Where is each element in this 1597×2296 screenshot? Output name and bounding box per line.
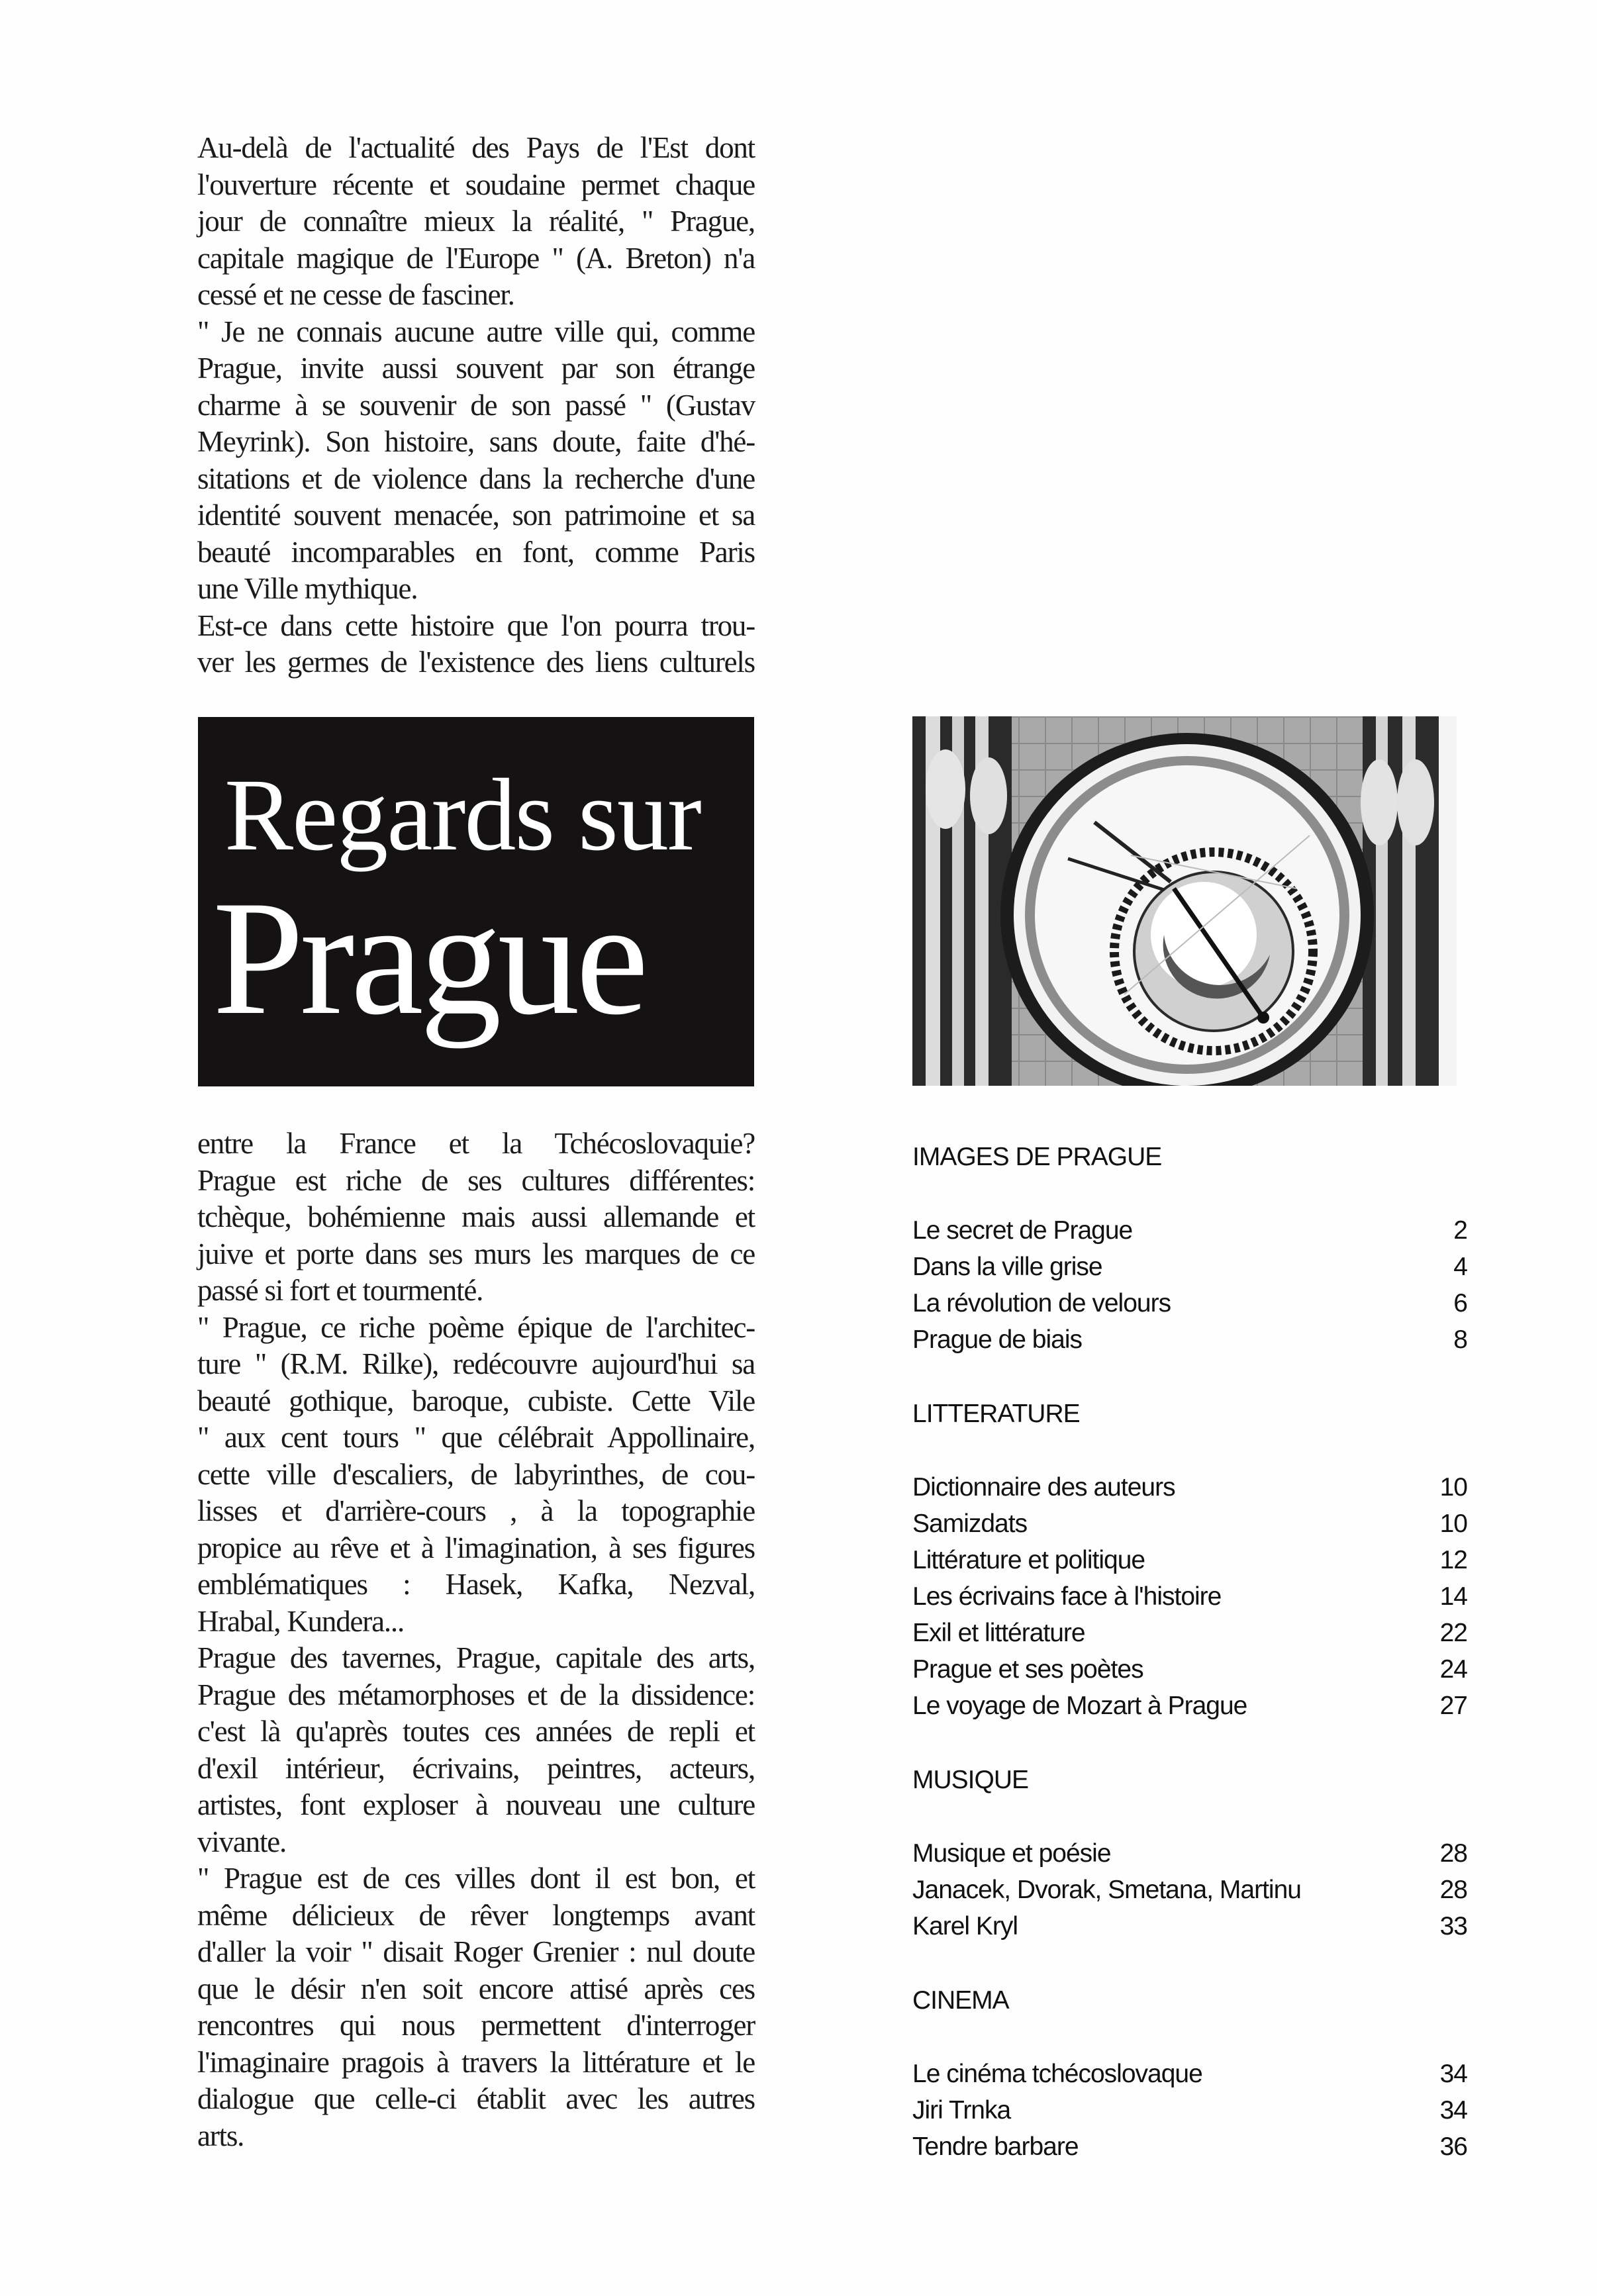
text-line: " Je ne connais aucune autre ville qui, comme (197, 314, 755, 348)
toc-entry (912, 1908, 1469, 1944)
toc-entry-page-number: 36 (1439, 2132, 1467, 2161)
toc-entry-page-number: 28 (1439, 1839, 1467, 1868)
text-line: dialogue que celle-ci établit avec les autres (197, 2082, 755, 2115)
toc-section-gap (912, 1944, 1469, 1982)
title-box (198, 717, 754, 1086)
toc-entry-title: Samizdats (912, 1509, 1028, 1538)
text-line: cette ville d'escaliers, de labyrinthes, de cou- (197, 1457, 755, 1491)
toc-entry-page-number: 33 (1439, 1912, 1467, 1940)
text-line: Prague, invite aussi souvent par son étrange (197, 352, 755, 385)
text-line: capitale magique de l'Europe " (A. Breton) n'a (197, 241, 755, 275)
toc-entry-page-number: 2 (1453, 1216, 1467, 1245)
toc-section-heading: MUSIQUE (912, 1766, 1029, 1794)
text-line: propice au rêve et à l'imagination, à ses figures (197, 1531, 755, 1564)
text-line: beauté incomparables en font, comme Paris (197, 535, 755, 569)
toc-entry-title: Karel Kryl (912, 1912, 1018, 1940)
text-line: l'ouverture récente et soudaine permet chaque (197, 167, 755, 201)
text-line: vivante. (197, 1825, 287, 1858)
toc-section-heading: IMAGES DE PRAGUE (912, 1143, 1162, 1171)
text-line: charme à se souvenir de son passé " (Gustav (197, 388, 755, 422)
toc-entry-page-number: 10 (1439, 1473, 1467, 1502)
toc-entry (912, 2056, 1469, 2092)
text-line: Prague des métamorphoses et de la dissidence: (197, 1678, 755, 1711)
toc-section (912, 1396, 1469, 1762)
text-line: Est-ce dans cette histoire que l'on pourra trou- (197, 608, 755, 642)
body-paragraph (197, 1125, 755, 2154)
toc-entry-title: Janacek, Dvorak, Smetana, Martinu (912, 1876, 1301, 1904)
toc-entry-title: Le cinéma tchécoslovaque (912, 2060, 1202, 2088)
toc-entry-title: Tendre barbare (912, 2132, 1079, 2161)
toc-entry-page-number: 28 (1439, 1876, 1467, 1904)
toc-entry (912, 1321, 1469, 1358)
toc-section-gap (912, 1358, 1469, 1396)
text-line: lisses et d'arrière-cours , à la topographie (197, 1494, 755, 1527)
text-line: Au-delà de l'actualité des Pays de l'Est dont (197, 131, 755, 164)
toc-entry (912, 1835, 1469, 1872)
text-line: sitations et de violence dans la recherche d'une (197, 461, 755, 495)
text-line: Hrabal, Kundera... (197, 1604, 405, 1638)
text-line: rencontres qui nous permettent d'interroger (197, 2009, 755, 2042)
text-line: même délicieux de rêver longtemps avant (197, 1898, 755, 1932)
clock-image-icon (912, 716, 1457, 1086)
text-line: ver les germes de l'existence des liens culturels (197, 646, 755, 679)
toc-entry-page-number: 34 (1439, 2096, 1467, 2125)
text-line: d'aller la voir " disait Roger Grenier : nul doute (197, 1935, 755, 1968)
text-line: emblématiques : Hasek, Kafka, Nezval, (197, 1568, 755, 1601)
toc-entry-title: Le voyage de Mozart à Prague (912, 1692, 1247, 1720)
toc-entry (912, 1249, 1469, 1285)
text-line: une Ville mythique. (197, 572, 418, 605)
toc-entry-page-number: 10 (1439, 1509, 1467, 1538)
toc-entry-title: Prague et ses poètes (912, 1655, 1143, 1684)
toc-entry (912, 1651, 1469, 1688)
toc-entry-page-number: 34 (1439, 2060, 1467, 2088)
toc-entry (912, 1615, 1469, 1651)
toc-entry (912, 1872, 1469, 1908)
text-line: l'imaginaire pragois à travers la littérature et le (197, 2045, 755, 2079)
toc-entry-title: Dictionnaire des auteurs (912, 1473, 1175, 1502)
toc-entry-page-number: 8 (1453, 1325, 1467, 1354)
toc-entry-page-number: 12 (1439, 1546, 1467, 1574)
toc-section (912, 1982, 1469, 2165)
toc-entry-page-number: 14 (1439, 1582, 1467, 1611)
toc-entry (912, 1285, 1469, 1321)
toc-entry-page-number: 6 (1453, 1289, 1467, 1317)
text-line: " Prague, ce riche poème épique de l'architec- (197, 1310, 755, 1344)
toc-entry-title: Jiri Trnka (912, 2096, 1011, 2125)
text-line: arts. (197, 2119, 244, 2152)
text-line: artistes, font exploser à nouveau une culture (197, 1788, 755, 1821)
toc-entry-title: Le secret de Prague (912, 1216, 1133, 1245)
text-line: " Prague est de ces villes dont il est bon, et (197, 1862, 755, 1895)
text-line: Meyrink). Son histoire, sans doute, faite d'hé- (197, 425, 755, 458)
text-line: ture " (R.M. Rilke), redécouvre aujourd'hui sa (197, 1347, 755, 1380)
toc-entry-page-number: 22 (1439, 1619, 1467, 1647)
toc-entry (912, 1688, 1469, 1724)
text-line: entre la France et la Tchécoslovaquie? (197, 1127, 755, 1160)
title-line-2: Prague (213, 867, 645, 1049)
text-line: Prague est riche de ses cultures différentes: (197, 1163, 755, 1197)
toc-entry-title: Dans la ville grise (912, 1253, 1102, 1281)
toc-section-heading: LITTERATURE (912, 1400, 1080, 1428)
text-line: beauté gothique, baroque, cubiste. Cette Vile (197, 1384, 755, 1417)
text-line: identité souvent menacée, son patrimoine et sa (197, 499, 755, 532)
toc-entry (912, 1469, 1469, 1506)
toc-entry (912, 1212, 1469, 1249)
toc-section (912, 1139, 1469, 1396)
text-line: juive et porte dans ses murs les marques de ce (197, 1237, 755, 1270)
text-line: Prague des tavernes, Prague, capitale des arts, (197, 1641, 755, 1674)
text-line: passé si fort et tourmenté. (197, 1274, 483, 1307)
toc-entry-title: Les écrivains face à l'histoire (912, 1582, 1222, 1611)
toc-entry-title: Littérature et politique (912, 1546, 1145, 1574)
text-line: " aux cent tours " que célébrait Appollinaire, (197, 1421, 755, 1454)
toc-section-heading: CINEMA (912, 1986, 1009, 2015)
toc-entry-title: Exil et littérature (912, 1619, 1085, 1647)
astronomical-clock-photo (912, 716, 1457, 1086)
text-line: cessé et ne cesse de fasciner. (197, 278, 514, 311)
title-line-1: Regards sur (224, 757, 701, 872)
toc-entry (912, 2129, 1469, 2165)
toc-entry (912, 1542, 1469, 1578)
toc-entry-title: La révolution de velours (912, 1289, 1171, 1317)
text-line: d'exil intérieur, écrivains, peintres, acteurs, (197, 1751, 755, 1785)
toc-entry (912, 1506, 1469, 1542)
toc-entry-title: Musique et poésie (912, 1839, 1111, 1868)
toc-entry-page-number: 4 (1453, 1253, 1467, 1281)
toc-entry (912, 1578, 1469, 1615)
toc-entry-page-number: 24 (1439, 1655, 1467, 1684)
toc-entry-title: Prague de biais (912, 1325, 1083, 1354)
toc-entry (912, 2092, 1469, 2129)
toc-section (912, 1762, 1469, 1982)
text-line: c'est là qu'après toutes ces années de repli et (197, 1715, 755, 1748)
toc-section-gap (912, 1724, 1469, 1762)
intro-paragraph (197, 130, 755, 681)
table-of-contents (912, 1139, 1469, 2165)
text-line: tchèque, bohémienne mais aussi allemande et (197, 1200, 755, 1233)
text-line: que le désir n'en soit encore attisé après ces (197, 1972, 755, 2005)
toc-entry-page-number: 27 (1439, 1692, 1467, 1720)
text-line: jour de connaître mieux la réalité, " Prague, (197, 205, 755, 238)
